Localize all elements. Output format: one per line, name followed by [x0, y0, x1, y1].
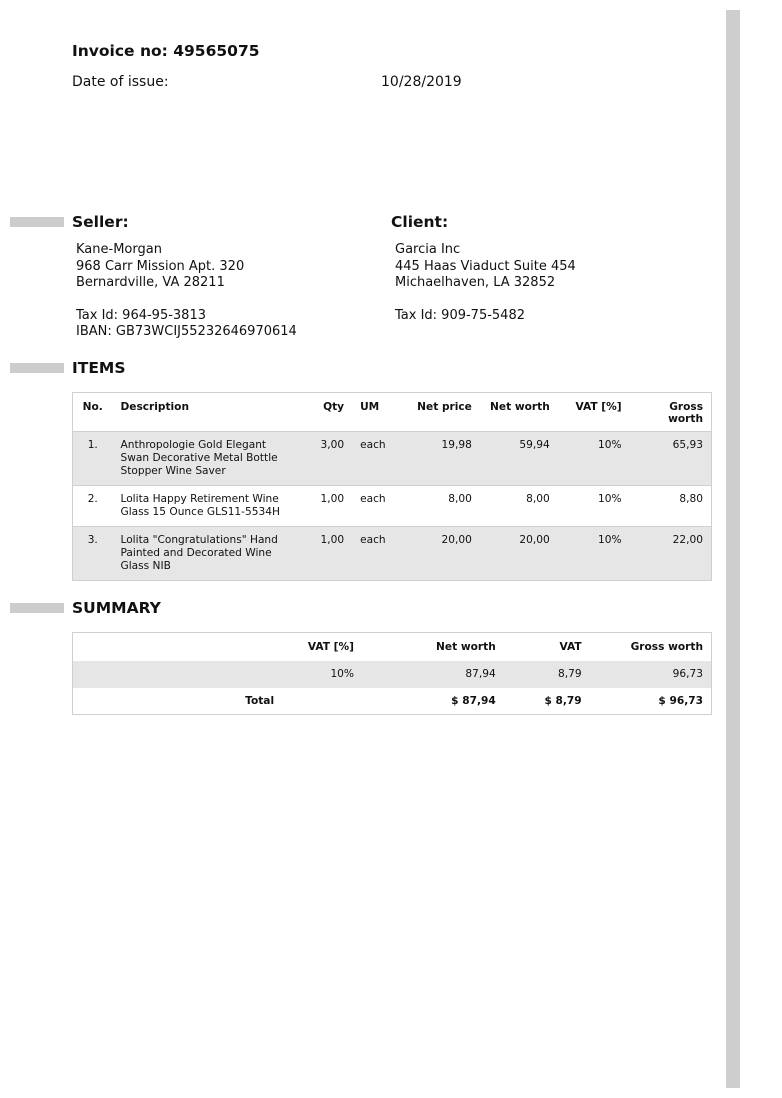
- col-gross-worth-header: [630, 393, 712, 432]
- invoice-number-title: Invoice no: 49565075: [72, 42, 260, 60]
- item-description: [112, 486, 304, 527]
- col-vat-header: VAT [%]: [575, 401, 622, 413]
- item-qty: 1,00: [320, 534, 345, 546]
- summary-blank-cell: [73, 661, 283, 688]
- client-name: Garcia Inc: [395, 242, 461, 257]
- item-description-line: Lolita Happy Retirement Wine: [120, 493, 279, 505]
- item-vat: 10%: [598, 493, 622, 505]
- seller-iban: IBAN: GB73WCIJ55232646970614: [76, 324, 297, 339]
- item-net-worth: 8,00: [526, 493, 550, 505]
- seller-name: Kane-Morgan: [76, 242, 162, 257]
- summary-table: [72, 632, 712, 715]
- item-net-price: 8,00: [448, 493, 472, 505]
- seller-heading: Seller:: [72, 213, 129, 231]
- summary-gross-worth: 96,73: [672, 668, 703, 680]
- items-header-row: [73, 393, 712, 432]
- summary-total-row: [73, 688, 712, 715]
- client-address-line1: 445 Haas Viaduct Suite 454: [395, 258, 576, 274]
- client-details: [395, 242, 576, 324]
- summary-header-row: [73, 633, 712, 661]
- page-scrollbar[interactable]: [726, 10, 740, 1088]
- client-address-line2: Michaelhaven, LA 32852: [395, 275, 556, 290]
- summary-heading: SUMMARY: [72, 599, 161, 617]
- gross-header-line1: Gross: [669, 401, 703, 413]
- col-net-worth-header: Net worth: [490, 401, 550, 413]
- item-net-worth: 20,00: [519, 534, 550, 546]
- item-net-price: 20,00: [441, 534, 472, 546]
- item-description-line: Swan Decorative Metal Bottle: [120, 452, 278, 464]
- summary-row: [73, 661, 712, 688]
- summary-total-gross-worth: $ 96,73: [658, 694, 703, 707]
- item-description: [112, 432, 304, 486]
- item-description-line: Stopper Wine Saver: [120, 465, 226, 477]
- item-no: 3.: [87, 534, 98, 546]
- item-qty: 1,00: [320, 493, 345, 505]
- summary-total-label: Total: [245, 694, 275, 707]
- item-description: [112, 527, 304, 581]
- item-net-worth: 59,94: [519, 439, 550, 451]
- item-description-line: Anthropologie Gold Elegant: [120, 439, 267, 451]
- seller-address-line2: Bernardville, VA 28211: [76, 275, 225, 290]
- summary-vat-rate: 10%: [330, 668, 354, 680]
- item-description-line: Lolita "Congratulations" Hand: [120, 534, 278, 546]
- summary-total-blank: [282, 688, 362, 715]
- table-row: [73, 432, 712, 486]
- item-gross-worth: 8,80: [679, 493, 703, 505]
- item-um: each: [360, 439, 386, 451]
- item-vat: 10%: [598, 534, 622, 546]
- col-no-header: No.: [82, 401, 103, 413]
- items-heading: ITEMS: [72, 359, 126, 377]
- summary-vat: 8,79: [558, 668, 582, 680]
- gross-header-line2: worth: [668, 413, 703, 425]
- summary-section-marker: [10, 603, 64, 613]
- summary-blank-header: [73, 633, 283, 661]
- seller-tax-id: Tax Id: 964-95-3813: [76, 307, 206, 323]
- item-gross-worth: 65,93: [672, 439, 703, 451]
- item-qty: 3,00: [320, 439, 345, 451]
- col-qty-header: Qty: [323, 401, 345, 413]
- item-description-line: Glass NIB: [120, 560, 171, 572]
- items-table: [72, 392, 712, 581]
- item-no: 1.: [87, 439, 98, 451]
- seller-section-marker: [10, 217, 64, 227]
- table-row: [73, 486, 712, 527]
- col-net-price-header: Net price: [417, 401, 472, 413]
- item-net-price: 19,98: [441, 439, 472, 451]
- item-no: 2.: [87, 493, 98, 505]
- client-tax-id: Tax Id: 909-75-5482: [395, 307, 525, 323]
- summary-net-worth: 87,94: [465, 668, 496, 680]
- summary-total-vat: $ 8,79: [544, 694, 582, 707]
- summary-net-worth-header: Net worth: [436, 640, 496, 653]
- table-row: [73, 527, 712, 581]
- item-gross-worth: 22,00: [672, 534, 703, 546]
- items-section-marker: [10, 363, 64, 373]
- item-um: each: [360, 534, 386, 546]
- client-heading: Client:: [391, 213, 449, 231]
- seller-address-line1: 968 Carr Mission Apt. 320: [76, 258, 245, 274]
- item-description-line: Glass 15 Ounce GLS11-5534H: [120, 506, 280, 518]
- date-of-issue-label: Date of issue:: [72, 74, 169, 90]
- item-description-line: Painted and Decorated Wine: [120, 547, 272, 559]
- summary-gross-worth-header: Gross worth: [630, 640, 703, 653]
- item-um: each: [360, 493, 386, 505]
- summary-total-net-worth: $ 87,94: [451, 694, 496, 707]
- item-vat: 10%: [598, 439, 622, 451]
- seller-details: [76, 242, 297, 341]
- col-description-header: Description: [120, 401, 190, 413]
- summary-vat-header: VAT: [559, 640, 582, 653]
- col-um-header: UM: [360, 401, 380, 413]
- summary-vat-rate-header: VAT [%]: [307, 640, 354, 653]
- date-of-issue-value: 10/28/2019: [381, 74, 462, 90]
